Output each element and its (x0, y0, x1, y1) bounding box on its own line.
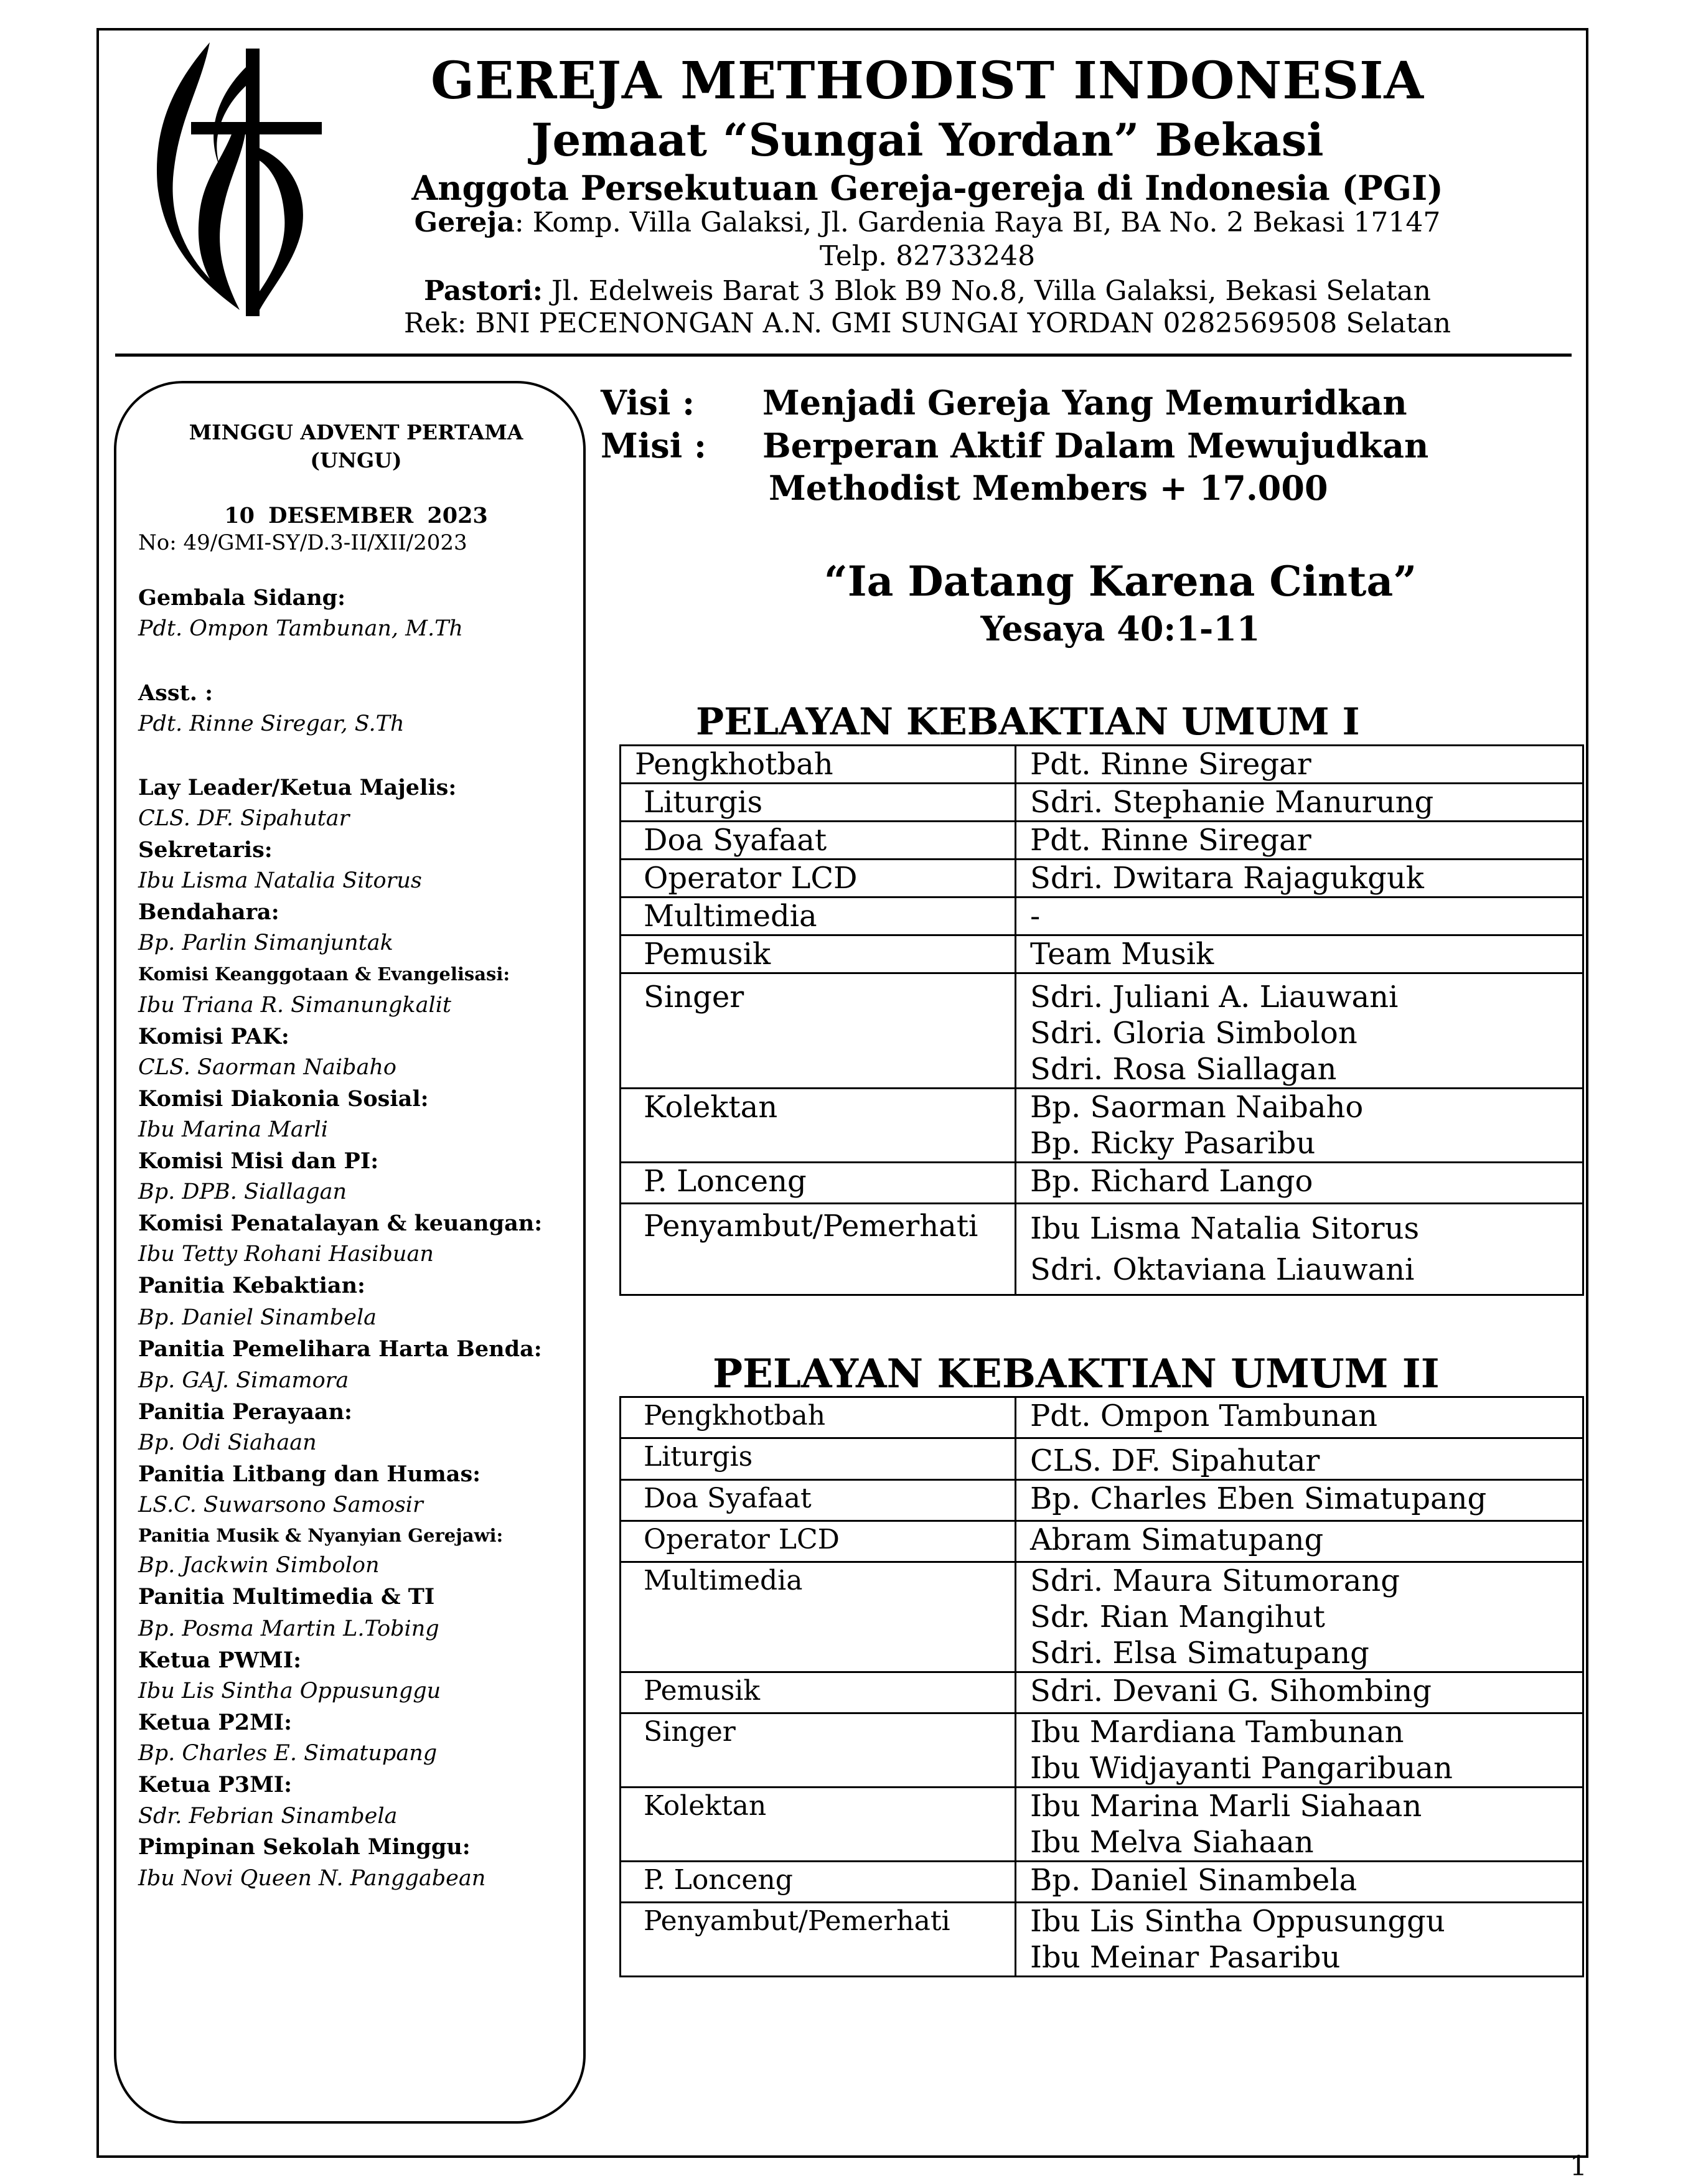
name-line: Bp. Saorman Naibaho (1030, 1090, 1364, 1125)
name-line: Ibu Lis Sintha Oppusunggu (1030, 1904, 1445, 1939)
table-row (621, 1562, 1583, 1672)
names-cell (1016, 1480, 1583, 1521)
sidebar-name: Bp. Jackwin Simbolon (138, 1553, 380, 1578)
church-label: Gereja (414, 207, 515, 238)
name-line: Ibu Lisma Natalia Sitorus (1030, 1211, 1420, 1246)
role-cell: Doa Syafaat (621, 822, 1016, 860)
name-line: Ibu Meinar Pasaribu (1030, 1940, 1341, 1975)
name-line: Team Musik (1030, 937, 1214, 972)
congregation-name: Jemaat “Sungai Yordan” Bekasi (531, 113, 1324, 166)
sidebar-name: Bp. Daniel Sinambela (138, 1305, 377, 1330)
sidebar-label: Panitia Pemelihara Harta Benda: (138, 1336, 542, 1362)
name-line: Pdt. Ompon Tambunan (1030, 1399, 1377, 1433)
table-row (621, 973, 1583, 1089)
sidebar-label: Komisi Penatalayan & keuangan: (138, 1211, 543, 1236)
name-line: Ibu Mardiana Tambunan (1030, 1715, 1404, 1750)
names-cell (1016, 935, 1583, 973)
sidebar-label: Ketua PWMI: (138, 1647, 302, 1673)
service1-title: PELAYAN KEBAKTIAN UMUM I (696, 700, 1360, 744)
names-cell (1016, 1163, 1583, 1204)
sidebar-name: Bp. Parlin Simanjuntak (138, 930, 393, 955)
role-cell: Multimedia (621, 898, 1016, 935)
role-cell: Doa Syafaat (621, 1480, 1016, 1521)
sidebar-name: Ibu Lis Sintha Oppusunggu (138, 1679, 441, 1704)
sidebar-label: Bendahara: (138, 899, 279, 925)
sidebar-name: Ibu Tetty Rohani Hasibuan (138, 1242, 434, 1267)
role-cell: Kolektan (621, 1089, 1016, 1163)
table-row (621, 746, 1583, 784)
name-line: Sdri. Oktaviana Liauwani (1030, 1252, 1415, 1287)
sidebar-name: Bp. DPB. Siallagan (138, 1179, 347, 1204)
table-row (621, 1903, 1583, 1977)
name-line: Sdri. Rosa Siallagan (1030, 1052, 1337, 1087)
table-row (621, 1204, 1583, 1295)
table-row (621, 822, 1583, 860)
sidebar-heading-color: (UNGU) (310, 448, 402, 472)
sidebar-label: Komisi Keanggotaan & Evangelisasi: (138, 963, 510, 985)
misi-text-line1: Berperan Aktif Dalam Mewujudkan (762, 426, 1429, 466)
misi-text-line2: Methodist Members + 17.000 (769, 468, 1328, 508)
role-cell: Penyambut/Pemerhati (621, 1204, 1016, 1295)
role-cell: Operator LCD (621, 1521, 1016, 1562)
role-cell: Kolektan (621, 1788, 1016, 1862)
scripture-reference: Yesaya 40:1-11 (980, 609, 1260, 649)
names-cell (1016, 1089, 1583, 1163)
names-cell (1016, 1788, 1583, 1862)
sidebar-label: Pimpinan Sekolah Minggu: (138, 1834, 471, 1860)
sidebar-label: Komisi PAK: (138, 1024, 289, 1049)
sidebar-label: Panitia Kebaktian: (138, 1273, 365, 1298)
name-line: Pdt. Rinne Siregar (1030, 823, 1311, 858)
names-cell (1016, 973, 1583, 1089)
table-row (621, 898, 1583, 935)
role-cell: P. Lonceng (621, 1862, 1016, 1903)
name-line: CLS. DF. Sipahutar (1030, 1443, 1320, 1478)
sidebar-label: Sekretaris: (138, 837, 273, 863)
cross-and-flame-icon (152, 42, 327, 316)
membership-line: Anggota Persekutuan Gereja-gereja di Indonesia (PGI) (411, 168, 1443, 208)
role-cell: Penyambut/Pemerhati (621, 1903, 1016, 1977)
names-cell (1016, 1862, 1583, 1903)
role-cell: Liturgis (621, 784, 1016, 822)
bank-account: Rek: BNI PECENONGAN A.N. GMI SUNGAI YORDAN 0282569508 Selatan (403, 307, 1451, 339)
names-cell (1016, 1438, 1583, 1480)
names-cell (1016, 1562, 1583, 1672)
pastori-address (336, 275, 1519, 307)
sidebar-label: Lay Leader/Ketua Majelis: (138, 775, 457, 800)
name-line: Ibu Marina Marli Siahaan (1030, 1789, 1422, 1824)
service1-table (619, 744, 1584, 1296)
name-line: Bp. Ricky Pasaribu (1030, 1126, 1316, 1161)
sidebar-name: Sdr. Febrian Sinambela (138, 1804, 398, 1829)
sermon-theme: “Ia Datang Karena Cinta” (823, 557, 1417, 606)
role-cell: Singer (621, 973, 1016, 1089)
sidebar-name: LS.C. Suwarsono Samosir (138, 1493, 423, 1517)
sidebar-name: Pdt. Rinne Siregar, S.Th (138, 711, 405, 736)
role-cell: Pengkhotbah (621, 746, 1016, 784)
names-cell (1016, 822, 1583, 860)
names-cell (1016, 898, 1583, 935)
pastori-address-text: Jl. Edelweis Barat 3 Blok B9 No.8, Villa Galaksi, Bekasi Selatan (543, 275, 1431, 307)
service2-title: PELAYAN KEBAKTIAN UMUM II (713, 1351, 1440, 1397)
name-line: Bp. Charles Eben Simatupang (1030, 1481, 1487, 1516)
table-row (621, 935, 1583, 973)
sidebar-label: Ketua P2MI: (138, 1710, 293, 1735)
name-line: Sdri. Stephanie Manurung (1030, 785, 1434, 820)
sidebar-label: Panitia Perayaan: (138, 1399, 352, 1425)
role-cell: Pemusik (621, 1672, 1016, 1713)
table-row (621, 1521, 1583, 1562)
sidebar-number: No: 49/GMI-SY/D.3-II/XII/2023 (138, 530, 467, 555)
church-address (336, 207, 1519, 238)
church-address-text: : Komp. Villa Galaksi, Jl. Gardenia Raya BI, BA No. 2 Bekasi 17147 (514, 207, 1441, 238)
name-line: Bp. Daniel Sinambela (1030, 1863, 1357, 1898)
name-line: Sdri. Devani G. Sihombing (1030, 1674, 1432, 1708)
sidebar-name: Ibu Novi Queen N. Panggabean (138, 1866, 486, 1891)
name-line: Ibu Widjayanti Pangaribuan (1030, 1751, 1453, 1786)
phone-line: Telp. 82733248 (819, 240, 1036, 272)
table-row (621, 860, 1583, 898)
name-line: Sdr. Rian Mangihut (1030, 1600, 1325, 1634)
sidebar-name: Bp. Posma Martin L.Tobing (138, 1616, 439, 1641)
pastori-label: Pastori: (424, 275, 543, 307)
names-cell (1016, 746, 1583, 784)
table-row (621, 1713, 1583, 1788)
name-line: Abram Simatupang (1030, 1522, 1324, 1557)
names-cell (1016, 1397, 1583, 1438)
sidebar-label: Panitia Musik & Nyanyian Gerejawi: (138, 1525, 504, 1546)
page-number: 1 (1570, 2150, 1587, 2182)
sidebar-name: Pdt. Ompon Tambunan, M.Th (138, 616, 463, 641)
role-cell: Operator LCD (621, 860, 1016, 898)
sidebar-name: Bp. GAJ. Simamora (138, 1368, 349, 1393)
sidebar-label: Panitia Litbang dan Humas: (138, 1461, 481, 1487)
table-row (621, 1438, 1583, 1480)
name-line: Sdri. Gloria Simbolon (1030, 1016, 1357, 1051)
role-cell: Multimedia (621, 1562, 1016, 1672)
role-cell: Pemusik (621, 935, 1016, 973)
header-divider (115, 354, 1572, 357)
visi-label: Visi : (601, 383, 695, 423)
table-row (621, 784, 1583, 822)
table-row (621, 1163, 1583, 1204)
church-title: GEREJA METHODIST INDONESIA (430, 51, 1425, 111)
role-cell: Singer (621, 1713, 1016, 1788)
table-row (621, 1397, 1583, 1438)
names-cell (1016, 784, 1583, 822)
name-line: Pdt. Rinne Siregar (1030, 747, 1311, 782)
sidebar-heading: MINGGU ADVENT PERTAMA (189, 420, 523, 444)
table-row (621, 1788, 1583, 1862)
sidebar-label: Komisi Diakonia Sosial: (138, 1086, 429, 1112)
names-cell (1016, 1903, 1583, 1977)
sidebar-label: Ketua P3MI: (138, 1772, 293, 1797)
sidebar-name: Ibu Triana R. Simanungkalit (138, 993, 451, 1018)
visi-text: Menjadi Gereja Yang Memuridkan (762, 383, 1407, 423)
name-line: Sdri. Elsa Simatupang (1030, 1636, 1369, 1671)
sidebar-name: Bp. Charles E. Simatupang (138, 1741, 438, 1766)
sidebar-name: CLS. DF. Sipahutar (138, 806, 350, 831)
sidebar-name: CLS. Saorman Naibaho (138, 1055, 396, 1080)
role-cell: Pengkhotbah (621, 1397, 1016, 1438)
names-cell (1016, 1672, 1583, 1713)
table-row (621, 1089, 1583, 1163)
names-cell (1016, 1713, 1583, 1788)
name-line: Bp. Richard Lango (1030, 1164, 1313, 1199)
sidebar-label: Komisi Misi dan PI: (138, 1148, 379, 1174)
names-cell (1016, 1521, 1583, 1562)
sidebar-name: Ibu Marina Marli (138, 1117, 328, 1142)
role-cell: P. Lonceng (621, 1163, 1016, 1204)
name-line: Ibu Melva Siahaan (1030, 1825, 1314, 1860)
names-cell (1016, 1204, 1583, 1295)
names-cell (1016, 860, 1583, 898)
sidebar-label: Panitia Multimedia & TI (138, 1584, 435, 1610)
table-row (621, 1480, 1583, 1521)
name-line: - (1030, 899, 1041, 934)
service2-table (619, 1396, 1584, 1977)
sidebar-name: Bp. Odi Siahaan (138, 1430, 317, 1455)
table-row (621, 1862, 1583, 1903)
table-row (621, 1672, 1583, 1713)
sidebar-name: Ibu Lisma Natalia Sitorus (138, 868, 422, 893)
misi-label: Misi : (601, 426, 706, 466)
name-line: Sdri. Juliani A. Liauwani (1030, 980, 1399, 1015)
sidebar-label: Gembala Sidang: (138, 585, 346, 611)
role-cell: Liturgis (621, 1438, 1016, 1480)
name-line: Sdri. Maura Situmorang (1030, 1563, 1400, 1598)
sidebar-date: 10 DESEMBER 2023 (224, 503, 488, 528)
sidebar-label: Asst. : (138, 680, 213, 706)
name-line: Sdri. Dwitara Rajagukguk (1030, 861, 1424, 896)
